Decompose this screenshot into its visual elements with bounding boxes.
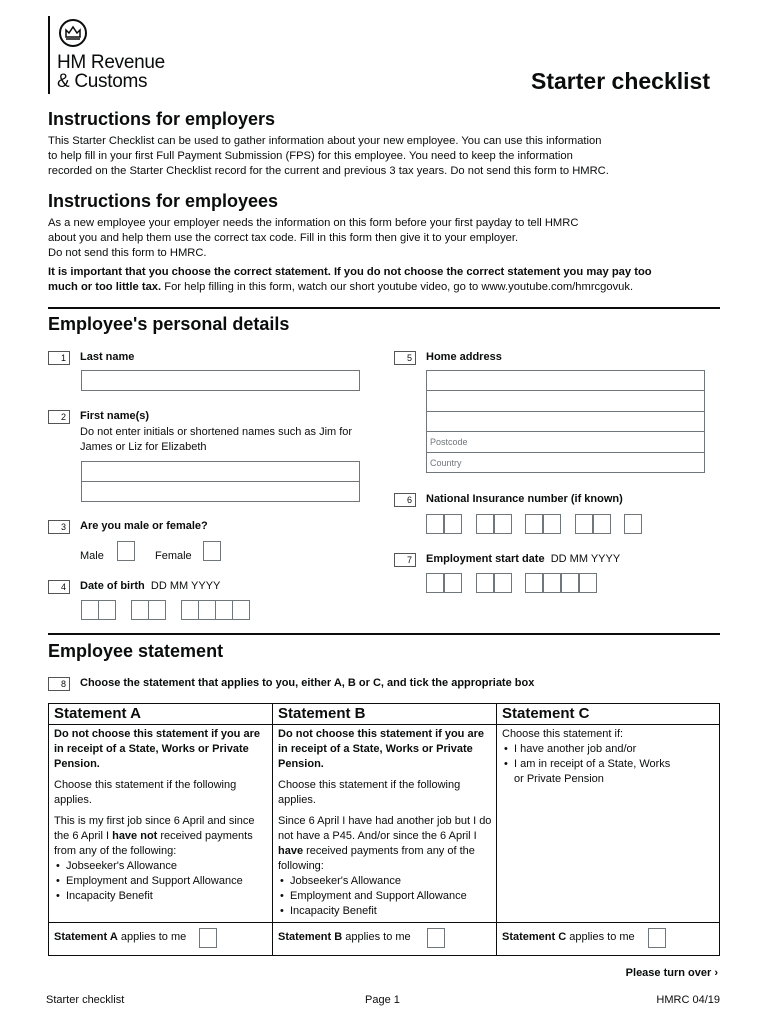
statement-a-checkbox[interactable] — [199, 928, 217, 948]
statement-a-body — [54, 727, 266, 904]
chevron-right-icon: › — [714, 967, 718, 979]
dob-day-digit[interactable] — [98, 600, 116, 620]
start-date-format: DD MM YYYY — [550, 553, 621, 565]
statement-table — [48, 703, 720, 956]
ni-number-char[interactable] — [444, 514, 462, 534]
statement-c-conditions-list — [502, 742, 672, 787]
start-date-label-row — [426, 553, 620, 565]
statement-c-checkbox[interactable] — [648, 928, 666, 948]
statement-a-choose: Choose this statement if the following applies. — [54, 779, 237, 806]
employers-text-2: to help fill in your first Full Payment Submission (FPS) for this employee. You need to keep the information — [48, 150, 573, 162]
female-label: Female — [155, 550, 192, 562]
start-date-year-digit[interactable] — [543, 573, 561, 593]
start-date-label: Employment start date — [426, 553, 545, 565]
female-checkbox[interactable] — [203, 541, 221, 561]
home-address-label: Home address — [426, 351, 502, 363]
statement-c-choose: Choose this statement if: — [502, 728, 624, 740]
employers-text-1: This Starter Checklist can be used to gather information about your new employee. You can use this information — [48, 135, 602, 147]
statement-a-title: Statement A — [54, 705, 141, 722]
list-item: • I have another job and/or — [514, 742, 672, 757]
first-names-help-2: James or Liz for Elizabeth — [80, 441, 207, 453]
dob-label-row — [80, 580, 220, 592]
start-date-day-digit[interactable] — [426, 573, 444, 593]
statement-b-benefits-list — [278, 874, 492, 919]
statement-a-condition: This is my first job since 6 April and since the 6 April I have not received payments from any of the following: — [54, 815, 255, 857]
section-divider — [48, 307, 720, 309]
youtube-help-text: For help filling in this form, watch our short youtube video, go to www.youtube.com/hmrcgovuk. — [161, 281, 634, 293]
last-name-input[interactable] — [81, 370, 360, 391]
dob-day-digit[interactable] — [81, 600, 99, 620]
footer-divider — [49, 922, 719, 923]
statement-b-choose: Choose this statement if the following applies. — [278, 779, 461, 806]
personal-details-heading: Employee's personal details — [48, 314, 290, 334]
dob-year-digit[interactable] — [215, 600, 233, 620]
column-divider — [496, 704, 497, 955]
dob-year-digit[interactable] — [181, 600, 199, 620]
start-date-month-digit[interactable] — [494, 573, 512, 593]
employers-heading: Instructions for employers — [48, 109, 276, 129]
statement-a-benefits-list — [54, 859, 266, 904]
employees-heading: Instructions for employees — [48, 191, 279, 211]
ni-number-char[interactable] — [494, 514, 512, 534]
please-turn-over-link[interactable]: Please turn over › — [625, 967, 718, 979]
ni-number-char[interactable] — [593, 514, 611, 534]
question-number-1: 1 — [48, 351, 70, 365]
list-item: • Jobseeker's Allowance — [290, 874, 492, 889]
employees-text-1: As a new employee your employer needs the information on this form before your first payday to tell HMRC — [48, 217, 579, 229]
section-divider — [48, 633, 720, 635]
statement-a-applies-label: Statement A applies to me — [54, 931, 187, 943]
start-date-year-digit[interactable] — [579, 573, 597, 593]
address-line-1-input[interactable] — [426, 370, 705, 391]
list-item: • I am in receipt of a State, Works or Private Pension — [514, 757, 672, 787]
important-notice-2: much or too little tax. For help filling in this form, watch our short youtube video, go to www.youtube.com/hmrcgovuk. — [48, 281, 634, 293]
footer-form-code: HMRC 04/19 — [656, 994, 720, 1006]
last-name-label: Last name — [80, 351, 135, 363]
postcode-placeholder: Postcode — [430, 437, 468, 447]
first-names-help-1: Do not enter initials or shortened names such as Jim for — [80, 426, 353, 438]
question-number-6: 6 — [394, 493, 416, 507]
statement-c-title: Statement C — [502, 705, 590, 722]
hmrc-logo-text: HM Revenue & Customs — [57, 52, 165, 92]
footer-form-name: Starter checklist — [46, 994, 125, 1006]
important-notice-1: It is important that you choose the correct statement. If you do not choose the correct statement you may pay too — [48, 266, 652, 278]
ni-number-char[interactable] — [575, 514, 593, 534]
dob-year-digit[interactable] — [198, 600, 216, 620]
crown-crest-icon — [58, 18, 88, 48]
question-number-5: 5 — [394, 351, 416, 365]
statement-b-condition: Since 6 April I have had another job but I do not have a P45. And/or since the 6 April I have received payments from any of the following: — [278, 815, 492, 872]
list-item: • Jobseeker's Allowance — [66, 859, 266, 874]
dob-month-digit[interactable] — [131, 600, 149, 620]
dob-year-digit[interactable] — [232, 600, 250, 620]
column-divider — [272, 704, 273, 955]
page-title: Starter checklist — [531, 68, 710, 94]
question-number-7: 7 — [394, 553, 416, 567]
dob-format: DD MM YYYY — [150, 580, 221, 592]
employees-text-3: Do not send this form to HMRC. — [48, 247, 207, 259]
gender-label: Are you male or female? — [80, 520, 208, 532]
statement-b-body — [278, 727, 492, 919]
statement-b-warning: Do not choose this statement if you are in receipt of a State, Works or Private Pension. — [278, 728, 484, 770]
address-line-2-input[interactable] — [426, 390, 705, 412]
statement-instruction: Choose the statement that applies to you, either A, B or C, and tick the appropriate box — [80, 677, 535, 689]
ni-number-char[interactable] — [426, 514, 444, 534]
start-date-month-digit[interactable] — [476, 573, 494, 593]
start-date-day-digit[interactable] — [444, 573, 462, 593]
employees-text-2: about you and help them use the correct tax code. Fill in this form then give it to your employer. — [48, 232, 519, 244]
header-divider — [49, 724, 719, 725]
statement-a-warning: Do not choose this statement if you are in receipt of a State, Works or Private Pension. — [54, 728, 260, 770]
start-date-year-digit[interactable] — [561, 573, 579, 593]
first-names-input-2[interactable] — [81, 481, 360, 502]
ni-number-char[interactable] — [543, 514, 561, 534]
first-names-label: First name(s) — [80, 410, 150, 422]
dob-label: Date of birth — [80, 580, 145, 592]
address-line-3-input[interactable] — [426, 411, 705, 432]
ni-number-char[interactable] — [624, 514, 642, 534]
ni-number-char[interactable] — [525, 514, 543, 534]
ni-number-label: National Insurance number (if known) — [426, 493, 623, 505]
country-placeholder: Country — [430, 458, 462, 468]
list-item: • Incapacity Benefit — [66, 889, 266, 904]
logo-bar — [48, 16, 50, 94]
male-label: Male — [80, 550, 104, 562]
start-date-year-digit[interactable] — [525, 573, 543, 593]
list-item: • Employment and Support Allowance — [66, 874, 266, 889]
statement-c-body — [502, 727, 672, 787]
statement-b-checkbox[interactable] — [427, 928, 445, 948]
footer-page-number: Page 1 — [365, 994, 400, 1006]
dob-month-digit[interactable] — [148, 600, 166, 620]
question-number-8: 8 — [48, 677, 70, 691]
country-input[interactable] — [426, 452, 705, 473]
question-number-2: 2 — [48, 410, 70, 424]
question-number-3: 3 — [48, 520, 70, 534]
statement-b-title: Statement B — [278, 705, 366, 722]
male-checkbox[interactable] — [117, 541, 135, 561]
list-item: • Employment and Support Allowance — [290, 889, 492, 904]
employers-text-3: recorded on the Starter Checklist record for the current and previous 3 tax years. Do not send this form to HMRC. — [48, 165, 609, 177]
first-names-input-1[interactable] — [81, 461, 360, 482]
postcode-input[interactable] — [426, 431, 705, 453]
statement-c-applies-label: Statement C applies to me — [502, 931, 635, 943]
statement-b-applies-label: Statement B applies to me — [278, 931, 411, 943]
employee-statement-heading: Employee statement — [48, 641, 224, 661]
ni-number-char[interactable] — [476, 514, 494, 534]
question-number-4: 4 — [48, 580, 70, 594]
list-item: • Incapacity Benefit — [290, 904, 492, 919]
